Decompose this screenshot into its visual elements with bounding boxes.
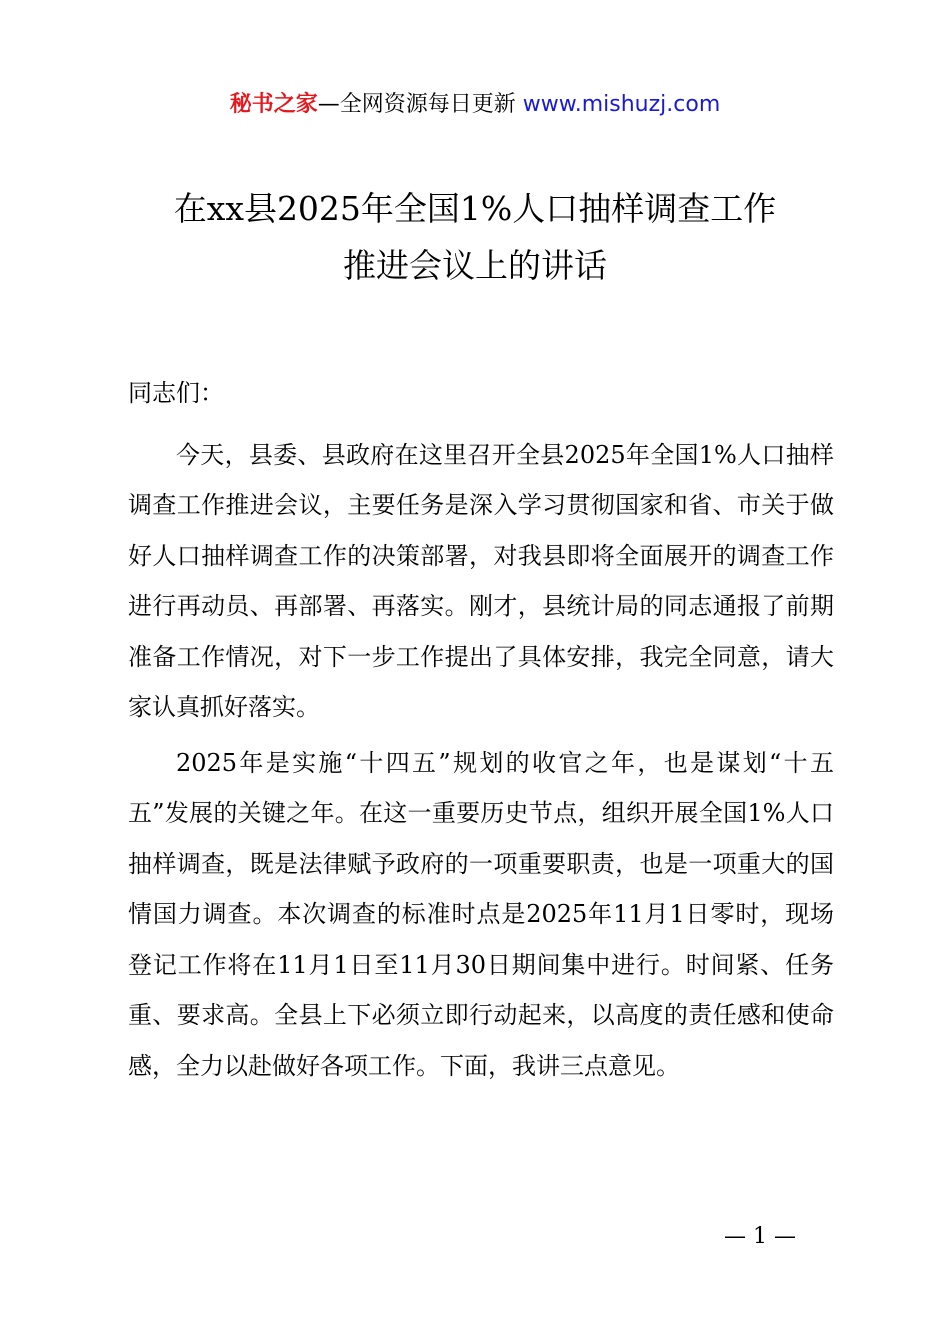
- title-line-1: 在xx县2025年全国1%人口抽样调查工作: [173, 189, 777, 228]
- page-number: — 1 —: [724, 1224, 796, 1249]
- salutation: 同志们：: [128, 379, 224, 407]
- brand-name: 秘书之家: [229, 92, 318, 117]
- site-header: [0, 88, 950, 122]
- document-title: [60, 180, 890, 294]
- header-tagline: 全网资源每日更新: [339, 92, 523, 117]
- document-body: [128, 368, 834, 1091]
- paragraph-1: 今天，县委、县政府在这里召开全县2025年全国1%人口抽样调查工作推进会议，主要任务是深入学习贯彻国家和省、市关于做好人口抽样调查工作的决策部署，对我县即将全面展开的调查工作进行再动员、再部署、再落实。刚才，县统计局的同志通报了前期准备工作情况，对下一步工作提出了具体安排，我完全同意，请大家认真抓好落实。: [128, 440, 834, 721]
- title-line-2: 推进会议上的讲话: [343, 246, 607, 285]
- paragraph-2: 2025年是实施“十四五”规划的收官之年，也是谋划“十五五”发展的关键之年。在这一重要历史节点，组织开展全国1%人口抽样调查，既是法律赋予政府的一项重要职责，也是一项重大的国情国力调查。本次调查的标准时点是2025年11月1日零时，现场登记工作将在11月1日至11月30日期间集中进行。时间紧、任务重、要求高。全县上下必须立即行动起来，以高度的责任感和使命感，全力以赴做好各项工作。下面，我讲三点意见。: [128, 748, 834, 1080]
- header-separator: —: [317, 92, 340, 117]
- site-url-link[interactable]: www.mishuzj.com: [522, 92, 721, 117]
